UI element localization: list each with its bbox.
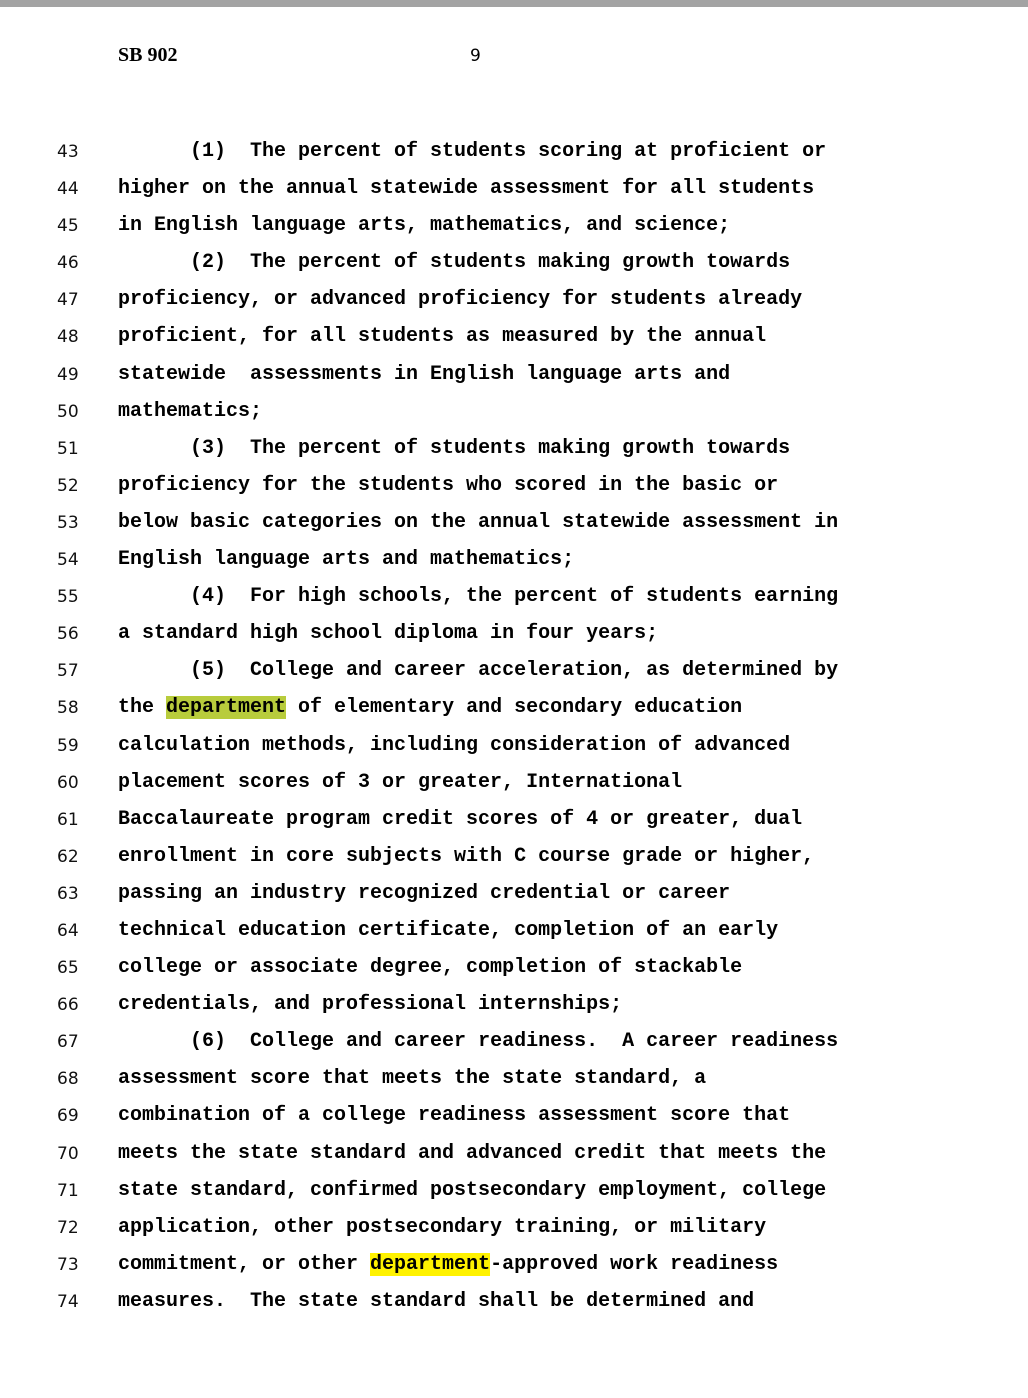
line-number: 53 <box>57 512 79 533</box>
text-segment: assessment score that meets the state standard, a <box>118 1067 707 1091</box>
text-segment: English language arts and mathematics; <box>118 548 575 572</box>
line-text <box>118 140 826 164</box>
text-line <box>0 541 1028 578</box>
text-line <box>0 430 1028 467</box>
text-line <box>0 170 1028 207</box>
line-text <box>118 993 622 1017</box>
line-text <box>118 956 742 980</box>
text-segment: measures. The state standard shall be determined and <box>118 1289 755 1313</box>
text-segment: the <box>118 696 167 720</box>
line-text <box>118 1290 754 1314</box>
text-segment: credentials, and professional internships; <box>118 993 623 1017</box>
line-text <box>118 400 262 424</box>
line-text <box>118 1216 766 1240</box>
line-text <box>118 771 682 795</box>
line-number: 45 <box>57 216 79 237</box>
text-line <box>0 1246 1028 1283</box>
line-number: 43 <box>57 142 79 162</box>
text-line <box>0 1283 1028 1320</box>
line-number: 58 <box>57 698 79 719</box>
line-number: 48 <box>57 327 79 348</box>
line-text <box>118 511 838 535</box>
line-number: 60 <box>57 772 79 793</box>
page-number: 9 <box>470 46 481 66</box>
text-line <box>0 578 1028 615</box>
line-text <box>118 1067 706 1091</box>
line-text <box>118 1253 778 1277</box>
line-number: 70 <box>57 1143 79 1164</box>
text-segment: application, other postsecondary training, or military <box>118 1215 767 1239</box>
text-segment: proficiency for the students who scored in the basic or <box>118 473 779 497</box>
line-number: 47 <box>57 290 79 311</box>
text-line <box>0 912 1028 949</box>
bill-text-body <box>0 133 1028 1320</box>
text-line <box>0 838 1028 875</box>
text-segment: enrollment in core subjects with C course grade or higher, <box>118 844 815 868</box>
text-segment: passing an industry recognized credential or career <box>118 881 731 905</box>
text-segment: college or associate degree, completion of stackable <box>118 956 743 980</box>
line-text <box>118 622 658 646</box>
text-line <box>0 1097 1028 1134</box>
text-line <box>0 467 1028 504</box>
line-number: 54 <box>57 550 79 571</box>
text-segment: combination of a college readiness assessment score that <box>118 1104 791 1128</box>
highlighted-term: department <box>370 1252 491 1276</box>
line-text <box>118 325 766 349</box>
line-number: 65 <box>57 958 79 979</box>
text-line <box>0 1172 1028 1209</box>
line-number: 57 <box>57 661 79 682</box>
line-number: 63 <box>57 883 79 904</box>
line-number: 59 <box>57 735 79 756</box>
text-segment: proficient, for all students as measured by the annual <box>118 325 767 349</box>
line-number: 73 <box>57 1254 79 1275</box>
text-line <box>0 652 1028 689</box>
highlighted-term: department <box>166 696 287 720</box>
text-segment: a standard high school diploma in four years; <box>118 622 659 646</box>
text-segment: -approved work readiness <box>490 1252 779 1276</box>
line-text <box>118 548 574 572</box>
line-text <box>118 474 778 498</box>
line-number: 61 <box>57 809 79 830</box>
line-text <box>118 1104 790 1128</box>
line-number: 62 <box>57 846 79 867</box>
text-segment: (3) The percent of students making growth towards <box>190 436 791 460</box>
text-line <box>0 727 1028 764</box>
text-line <box>0 318 1028 355</box>
text-line <box>0 1060 1028 1097</box>
text-segment: higher on the annual statewide assessment for all students <box>118 177 815 201</box>
line-text <box>118 734 790 758</box>
text-line <box>0 615 1028 652</box>
line-text <box>118 1179 826 1203</box>
line-text <box>118 363 730 387</box>
line-text <box>118 585 838 609</box>
text-line <box>0 875 1028 912</box>
text-segment: (5) College and career acceleration, as determined by <box>190 659 839 683</box>
line-number: 52 <box>57 475 79 496</box>
text-line <box>0 986 1028 1023</box>
text-segment: (4) For high schools, the percent of students earning <box>190 585 839 609</box>
text-segment: (2) The percent of students making growth towards <box>190 251 791 275</box>
line-number: 66 <box>57 995 79 1016</box>
text-line <box>0 764 1028 801</box>
line-text <box>118 919 778 943</box>
line-text <box>118 177 814 201</box>
line-text <box>118 1030 838 1054</box>
text-line <box>0 133 1028 170</box>
text-segment: technical education certificate, completion of an early <box>118 918 779 942</box>
text-segment: commitment, or other <box>118 1252 371 1276</box>
line-number: 56 <box>57 624 79 645</box>
text-segment: in English language arts, mathematics, and science; <box>118 214 731 238</box>
text-segment: Baccalaureate program credit scores of 4 or greater, dual <box>118 807 803 831</box>
line-number: 49 <box>57 364 79 385</box>
text-segment: (6) College and career readiness. A career readiness <box>190 1030 839 1054</box>
line-text <box>118 882 730 906</box>
line-number: 55 <box>57 587 79 608</box>
text-segment: state standard, confirmed postsecondary employment, college <box>118 1178 827 1202</box>
line-number: 68 <box>57 1069 79 1090</box>
line-number: 51 <box>57 438 79 459</box>
text-segment: statewide assessments in English language arts and <box>118 362 731 386</box>
text-segment: (1) The percent of students scoring at proficient or <box>190 140 827 163</box>
line-number: 67 <box>57 1032 79 1053</box>
line-text <box>118 845 814 869</box>
text-line <box>0 801 1028 838</box>
line-number: 69 <box>57 1106 79 1127</box>
line-text <box>118 1142 826 1166</box>
top-border-rule <box>0 0 1028 7</box>
line-number: 74 <box>57 1291 79 1312</box>
line-text <box>118 696 742 720</box>
text-segment: meets the state standard and advanced credit that meets the <box>118 1141 827 1165</box>
line-number: 44 <box>57 179 79 200</box>
text-segment: placement scores of 3 or greater, International <box>118 770 683 794</box>
line-text <box>118 808 802 832</box>
text-line <box>0 1135 1028 1172</box>
text-segment: of elementary and secondary education <box>286 696 743 720</box>
bill-id: SB 902 <box>118 44 178 66</box>
line-text <box>118 659 838 683</box>
text-line <box>0 689 1028 726</box>
line-number: 50 <box>57 401 79 422</box>
line-number: 72 <box>57 1217 79 1238</box>
text-line <box>0 504 1028 541</box>
text-line <box>0 1023 1028 1060</box>
text-segment: below basic categories on the annual statewide assessment in <box>118 510 839 534</box>
text-line <box>0 207 1028 244</box>
text-line <box>0 393 1028 430</box>
text-line <box>0 281 1028 318</box>
line-number: 46 <box>57 253 79 274</box>
text-line <box>0 949 1028 986</box>
line-number: 64 <box>57 920 79 941</box>
line-text <box>118 288 802 312</box>
text-segment: mathematics; <box>118 399 263 423</box>
line-text <box>118 251 790 275</box>
line-text <box>118 437 790 461</box>
line-number: 71 <box>57 1180 79 1201</box>
text-segment: calculation methods, including consideration of advanced <box>118 733 791 757</box>
text-line <box>0 244 1028 281</box>
line-text <box>118 214 730 238</box>
text-segment: proficiency, or advanced proficiency for students already <box>118 288 803 312</box>
text-line <box>0 1209 1028 1246</box>
text-line <box>0 356 1028 393</box>
